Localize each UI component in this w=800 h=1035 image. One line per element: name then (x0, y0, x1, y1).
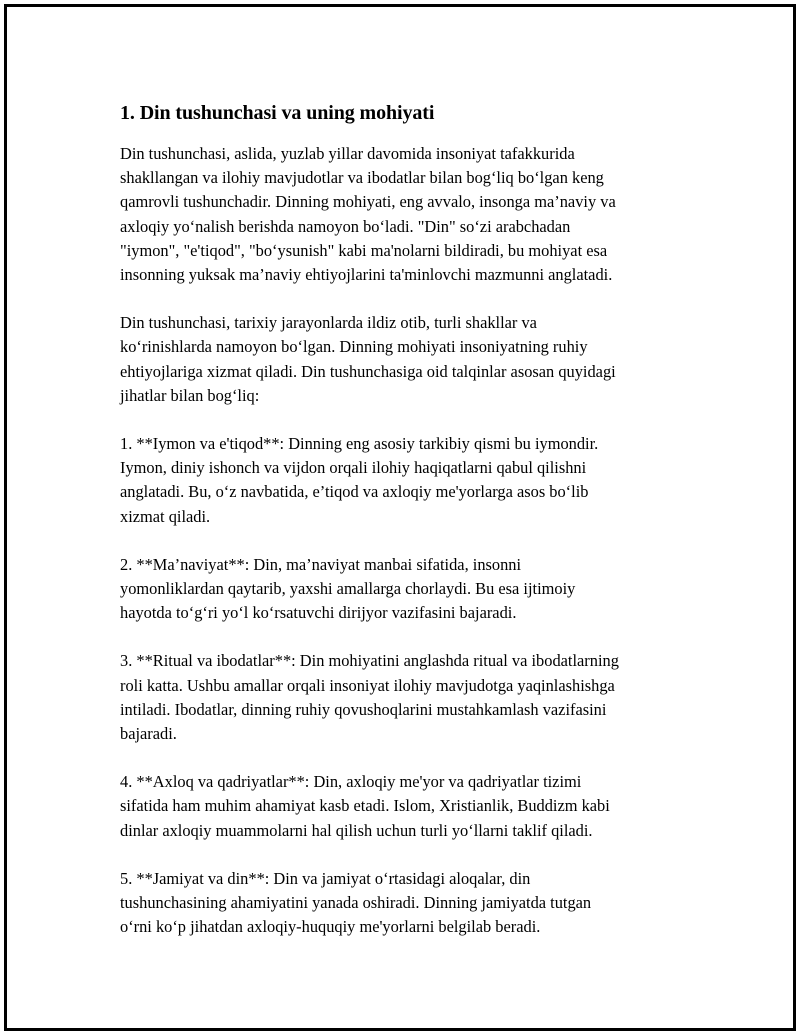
section-heading: 1. Din tushunchasi va uning mohiyati (120, 102, 435, 124)
list-item-ritual: 3. **Ritual va ibodatlar**: Din mohiyatini anglashda ritual va ibodatlarning roli katta. Ushbu amallar orqali insoniyat ilohiy mavjudotga yaqinlashishga intiladi. Ibodatlar, dinning ruhiy qovushoqlarini mustahkamlash vazifasini bajaradi. (120, 651, 619, 744)
intro-paragraph: Din tushunchasi, aslida, yuzlab yillar davomida insoniyat tafakkurida shakllangan va ilohiy mavjudotlar va ibodatlar bilan bog‘liq bo‘lgan keng qamrovli tushunchadir. Dinning mohiyati, eng avvalo, insonga ma’naviy va axloqiy yo‘nalish berishda namoyon bo‘ladi. "Din" so‘zi arabchadan "iymon", "e'tiqod", "bo‘ysunish" kabi ma'nolarni bildiradi, bu mohiyat esa insonning yuksak ma’naviy ehtiyojlarini ta'minlovchi mazmunni anglatadi. (120, 144, 616, 285)
list-item-jamiyat: 5. **Jamiyat va din**: Din va jamiyat o‘rtasidagi aloqalar, din tushunchasining ahamiyatini yanada oshiradi. Dinning jamiyatda tutgan o‘rni ko‘p jihatdan axloqiy-huquqiy me'yorlarni belgilab beradi. (120, 868, 592, 937)
document-body (120, 100, 700, 963)
context-paragraph: Din tushunchasi, tarixiy jarayonlarda ildiz otib, turli shakllar va ko‘rinishlarda namoyon bo‘lgan. Dinning mohiyati insoniyatning ruhiy ehtiyojlariga xizmat qiladi. Din tushunchasiga oid talqinlar asosan quyidagi jihatlar bilan bog‘liq: (120, 313, 616, 405)
page-frame (4, 4, 796, 1031)
list-item-axloq: 4. **Axloq va qadriyatlar**: Din, axloqiy me'yor va qadriyatlar tizimi sifatida ham muhim ahamiyat kasb etadi. Islom, Xristianlik, Buddizm kabi dinlar axloqiy muammolarni hal qilish uchun turli yo‘llarni taklif qiladi. (120, 772, 610, 840)
list-item-iymon: 1. **Iymon va e'tiqod**: Dinning eng asosiy tarkibiy qismi bu iymondir. Iymon, diniy ishonch va vijdon orqali ilohiy haqiqatlarni qabul qilishni anglatadi. Bu, o‘z navbatida, e’tiqod va axloqiy me'yorlarga asos bo‘lib xizmat qiladi. (120, 434, 599, 526)
list-item-manaviyat: 2. **Ma’naviyat**: Din, ma’naviyat manbai sifatida, insonni yomonliklardan qaytarib, yaxshi amallarga chorlaydi. Bu esa ijtimoiy hayotda to‘g‘ri yo‘l ko‘rsatuvchi dirijyor vazifasini bajaradi. (120, 554, 576, 623)
